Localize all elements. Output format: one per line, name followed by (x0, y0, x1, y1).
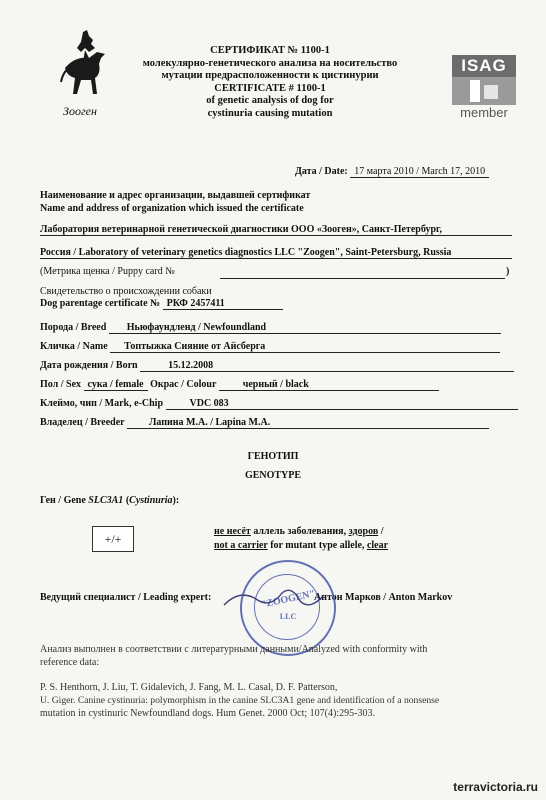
logo-text: Зооген (63, 104, 97, 118)
breed-row (40, 322, 501, 334)
sex-colour-row (40, 379, 439, 391)
parentage-label-en: Dog parentage certificate № (40, 298, 161, 309)
gene-row (40, 495, 179, 506)
expert-label: Ведущий специалист / Leading expert: (40, 592, 212, 603)
genotype-title-en: GENOTYPE (244, 470, 302, 481)
puppy-card-line (220, 278, 505, 279)
header-line-5: of genetic analysis of dog for (206, 95, 334, 106)
result-ru-healthy: здоров (348, 526, 379, 537)
gene-label: Ген / Gene (40, 495, 86, 506)
colour-value: черный / black (219, 379, 439, 391)
genotype-title-ru: ГЕНОТИП (247, 451, 299, 462)
born-value: 15.12.2008 (140, 360, 514, 372)
org-line-1: Лаборатория ветеринарной генетической диагностики ООО «Зооген», Санкт-Петербург, (40, 224, 512, 236)
chip-value: VDC 083 (166, 398, 518, 410)
ref-line-2: U. Giger. Canine cystinuria: polymorphism in the canine SLC3A1 gene and identification of a nonsense (40, 695, 440, 706)
ref-line-3: mutation in cystinuric Newfoundland dogs. Hum Genet. 2000 Oct; 107(4):295-303. (40, 708, 375, 719)
zoogen-logo (55, 28, 115, 118)
isag-emblem (452, 77, 516, 105)
horse-rider-icon (55, 28, 115, 103)
parentage-label-ru: Свидетельство о происхождении собаки (40, 286, 212, 297)
date-row (295, 166, 489, 178)
breed-value: Ньюфаундленд / Newfoundland (109, 322, 501, 334)
parentage-row (40, 298, 283, 310)
result-ru-slash: / (378, 526, 384, 537)
puppy-card-row (40, 266, 512, 277)
stamp-center-text: "ZOOGEN" (259, 588, 317, 611)
org-label-en: Name and address of organization which issued the certificate (40, 203, 304, 214)
header-title-ru: СЕРТИФИКАТ № 1100-1 (210, 45, 330, 56)
name-value: Топтыжка Сияние от Айсберга (110, 341, 500, 353)
born-row (40, 360, 514, 372)
chip-row (40, 398, 518, 410)
date-label: Дата / Date: (295, 166, 348, 177)
ref-line-1: P. S. Henthorn, J. Liu, T. Gidalevich, J. Fang, M. L. Casal, D. F. Patterson, (40, 682, 338, 693)
expert-name: Антон Марков / Anton Markov (314, 592, 453, 603)
puppy-card-label: (Метрика щенка / Puppy card № (40, 266, 175, 277)
genotype-result-box (92, 526, 134, 552)
date-value: 17 марта 2010 / March 17, 2010 (350, 166, 489, 178)
gene-paren-close: ): (172, 495, 180, 506)
name-label: Кличка / Name (40, 341, 108, 352)
signature (220, 585, 330, 615)
gene-paren-open: ( (125, 495, 130, 506)
result-en (214, 540, 388, 551)
isag-label: ISAG (452, 55, 516, 77)
org-line-2: Россия / Laboratory of veterinary genetics diagnostics LLC "Zoogen", Saint-Petersburg, Russia (40, 247, 512, 259)
watermark: terravictoria.ru (453, 780, 538, 794)
isag-member-text: member (460, 105, 508, 120)
gene-disease: Cystinuria (129, 495, 173, 506)
gene-name: SLC3A1 (88, 495, 124, 506)
breeder-row (40, 417, 489, 429)
stamp-sub-text: LLC (279, 612, 297, 621)
org-label-ru: Наименование и адрес организации, выдавшей сертификат (40, 190, 311, 201)
sex-label: Пол / Sex (40, 379, 82, 390)
result-en-clear: clear (366, 540, 389, 551)
header-line-2: молекулярно-генетического анализа на носительство (142, 57, 398, 69)
isag-member-logo (452, 55, 516, 127)
result-en-notcarrier: not a carrier (214, 540, 268, 551)
result-ru-notcarrier: не несёт (214, 526, 251, 537)
header-line-3: мутации предрасположенности к цистинурии (161, 70, 379, 81)
genotype-value: +/+ (104, 532, 122, 546)
header-title-en: CERTIFICATE # 1100-1 (214, 82, 326, 94)
result-ru (214, 526, 384, 537)
result-en-middle: for mutant type allele, (267, 540, 367, 551)
born-label: Дата рождения / Born (40, 360, 138, 371)
parentage-value: РКФ 2457411 (163, 298, 283, 310)
colour-label: Окрас / Colour (150, 379, 217, 390)
header-line-6: cystinuria causing mutation (207, 107, 333, 119)
analysis-line-2: reference data: (40, 657, 100, 668)
breed-label: Порода / Breed (40, 322, 107, 333)
sex-value: сука / female (84, 379, 148, 391)
chip-label: Клеймо, чип / Mark, e-Chip (40, 398, 164, 409)
result-ru-middle: аллель заболевания, (250, 526, 349, 537)
breeder-value: Лапина М.А. / Lapina M.A. (127, 417, 489, 429)
certificate-header (110, 45, 430, 120)
name-row (40, 341, 500, 353)
breeder-label: Владелец / Breeder (40, 417, 125, 428)
puppy-card-close: ) (506, 266, 510, 277)
analysis-line-1: Анализ выполнен в соответствии с литературными данными/Analyzed with conformity with (40, 644, 428, 655)
